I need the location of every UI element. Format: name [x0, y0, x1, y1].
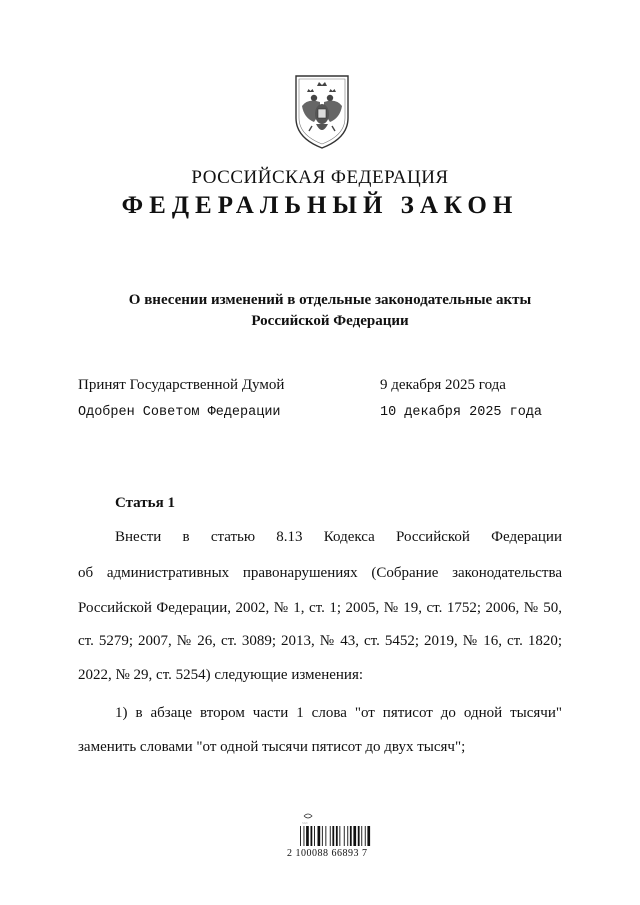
barcode-icon	[294, 810, 374, 872]
adoption-duma-date: 9 декабря 2025 года	[380, 377, 506, 393]
country-name: РОССИЙСКАЯ ФЕДЕРАЦИЯ	[191, 167, 449, 188]
article-text-line: ст. 5279; 2007, № 26, ст. 3089; 2013, № 43, ст. 5452; 2019, № 16, ст. 1820;	[78, 633, 562, 649]
approval-council-date: 10 декабря 2025 года	[380, 405, 543, 420]
article-text-line: Внести в статью 8.13 Кодекса Российской Федерации	[115, 529, 562, 545]
coat-of-arms-icon	[290, 72, 354, 150]
adoption-duma-label: Принят Государственной Думой	[78, 377, 285, 393]
article-text-line: 1) в абзаце втором части 1 слова "от пятисот до одной тысячи"	[115, 705, 562, 721]
law-subject-line: Российской Федерации	[251, 313, 409, 329]
article-text-line: Российской Федерации, 2002, № 1, ст. 1; 2005, № 19, ст. 1752; 2006, № 50,	[78, 600, 562, 616]
article-text-line: 2022, № 29, ст. 5254) следующие изменения:	[78, 667, 364, 683]
article-text-line: заменить словами "от одной тысячи пятисот до двух тысяч";	[78, 739, 466, 755]
law-subject	[60, 290, 600, 332]
svg-text:~~~: ~~~	[302, 821, 308, 825]
barcode-number: 2 100088 66893 7	[287, 848, 368, 859]
article-text-line: об административных правонарушениях (Собрание законодательства	[78, 565, 562, 581]
document-type-title: ФЕДЕРАЛЬНЫЙ ЗАКОН	[121, 192, 519, 219]
article-title: Статья 1	[115, 495, 175, 511]
approval-council-label: Одобрен Советом Федерации	[78, 405, 281, 420]
law-subject-line: О внесении изменений в отдельные законодательные акты	[128, 292, 532, 308]
